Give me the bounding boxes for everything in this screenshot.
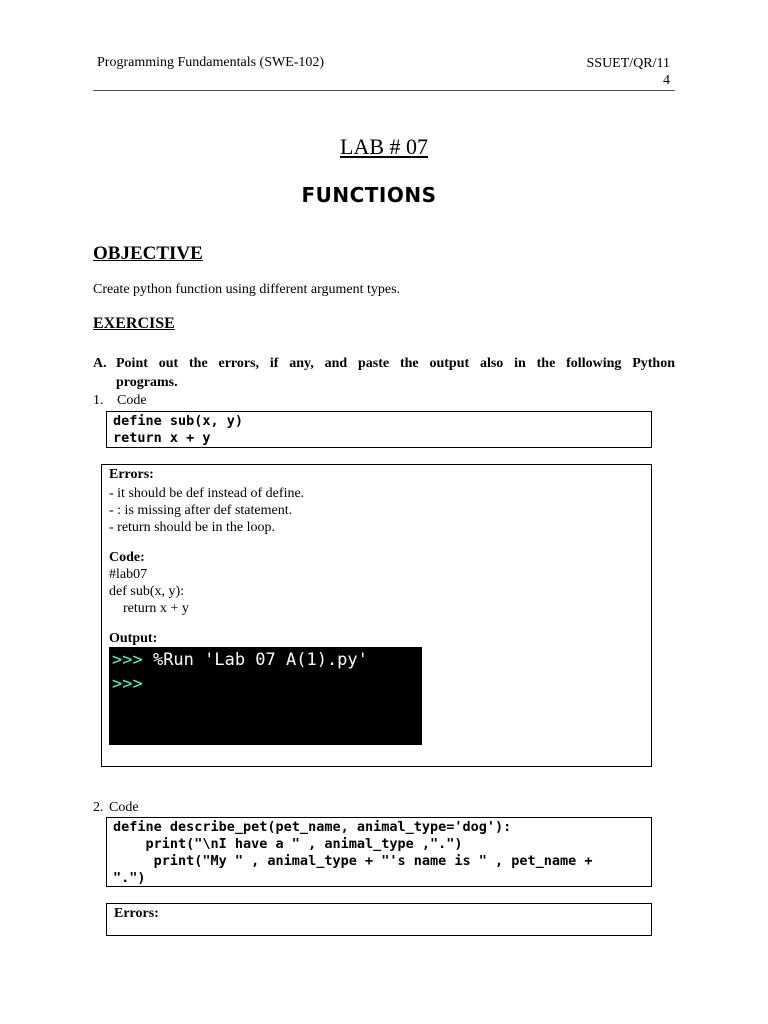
item2-heading [93, 800, 139, 816]
item1-number: 1. [93, 393, 104, 408]
terminal-command: %Run 'Lab 07 A(1).py' [142, 650, 368, 670]
terminal-line [112, 648, 419, 672]
terminal-prompt: >>> [112, 650, 143, 670]
code-line: define describe_pet(pet_name, animal_type='dog'): [113, 819, 512, 835]
terminal-prompt: >>> [112, 674, 143, 694]
item2-label: Code [109, 800, 139, 815]
course-title: Programming Fundamentals (SWE-102) [97, 55, 325, 70]
objective-text: Create python function using different argument types. [93, 282, 401, 297]
answer-code-line: return x + y [109, 601, 189, 616]
code-line: print("My " , animal_type + "'s name is " , pet_name + [113, 853, 593, 869]
item2-answer-box [106, 903, 652, 936]
exercise-heading: EXERCISE [93, 315, 175, 332]
document-code-line2: 4 [663, 73, 670, 88]
error-line: - return should be in the loop. [109, 520, 276, 535]
document-code [578, 55, 670, 89]
item2-code-box [106, 817, 652, 887]
question-a [93, 354, 675, 392]
section-title: FUNCTIONS [301, 183, 437, 207]
question-line2: programs. [116, 375, 178, 390]
document-code-line1: SSUET/QR/11 [586, 56, 670, 71]
error-line: - it should be def instead of define. [109, 486, 305, 501]
errors-label: Errors: [109, 467, 154, 482]
error-line: - : is missing after def statement. [109, 503, 293, 518]
objective-heading: OBJECTIVE [93, 243, 203, 264]
output-label: Output: [109, 631, 158, 646]
code-line: return x + y [113, 430, 211, 446]
answer-code-line: def sub(x, y): [109, 584, 185, 599]
question-line1: Point out the errors, if any, and paste the output also in the following Python [116, 356, 675, 371]
item1-heading [93, 393, 147, 409]
question-letter: A. [93, 356, 107, 371]
code-line: ".") [113, 870, 146, 886]
output-terminal [109, 647, 422, 745]
item1-answer-box [101, 464, 652, 767]
answer-code-line: #lab07 [109, 567, 148, 582]
header-divider [93, 90, 675, 91]
code-line: define sub(x, y) [113, 413, 244, 429]
terminal-line [112, 672, 419, 696]
item2-number: 2. [93, 800, 104, 815]
item1-code-box [106, 411, 652, 448]
lab-title: LAB # 07 [340, 134, 428, 159]
item1-label: Code [117, 393, 147, 408]
errors-label: Errors: [114, 906, 159, 921]
code-line: print("\nI have a " , animal_type ,".") [113, 836, 463, 852]
code-label: Code: [109, 550, 145, 565]
